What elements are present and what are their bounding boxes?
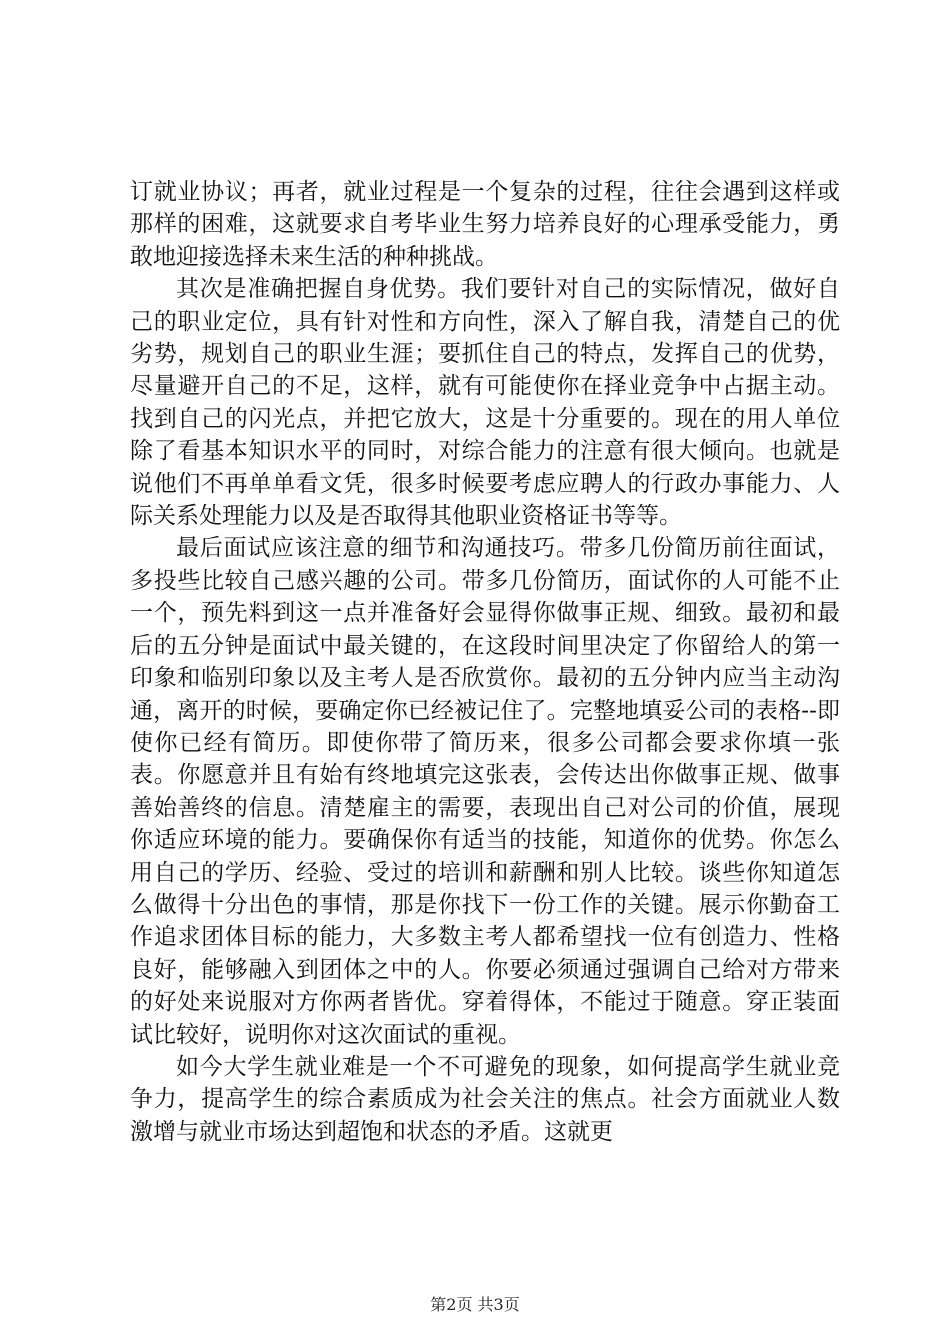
document-body bbox=[130, 176, 840, 1148]
paragraph-4: 如今大学生就业难是一个不可避免的现象，如何提高学生就业竞争力，提高学生的综合素质成为社会关注的焦点。社会方面就业人数激增与就业市场达到超饱和状态的矛盾。这就更 bbox=[130, 1053, 840, 1145]
paragraph-3: 最后面试应该注意的细节和沟通技巧。带多几份简历前往面试，多投些比较自己感兴趣的公司。带多几份简历，面试你的人可能不止一个，预先料到这一点并准备好会显得你做事正规、细致。最初和最后的五分钟是面试中最关键的，在这段时间里决定了你留给人的第一印象和临别印象以及主考人是否欣赏你。最初的五分钟内应当主动沟通，离开的时候，要确定你已经被记住了。完整地填妥公司的表格--即使你已经有简历。即使你带了简历来，很多公司都会要求你填一张表。你愿意并且有始有终地填完这张表，会传达出你做事正规、做事善始善终的信息。清楚雇主的需要，表现出自己对公司的价值，展现你适应环境的能力。要确保你有适当的技能，知道你的优势。你怎么用自己的学历、经验、受过的培训和薪酬和别人比较。谈些你知道怎么做得十分出色的事情，那是你找下一份工作的关键。展示你勤奋工作追求团体目标的能力，大多数主考人都希望找一位有创造力、性格良好，能够融入到团体之中的人。你要必须通过强调自己给对方带来的好处来说服对方你两者皆优。穿着得体，不能过于随意。穿正装面试比较好，说明你对这次面试的重视。 bbox=[130, 535, 840, 1048]
paragraph-2: 其次是准确把握自身优势。我们要针对自己的实际情况，做好自己的职业定位，具有针对性和方向性，深入了解自我，清楚自己的优劣势，规划自己的职业生涯；要抓住自己的特点，发挥自己的优势，尽量避开自己的不足，这样，就有可能使你在择业竞争中占据主动。找到自己的闪光点，并把它放大，这是十分重要的。现在的用人单位除了看基本知识水平的同时，对综合能力的注意有很大倾向。也就是说他们不再单单看文凭，很多时候要考虑应聘人的行政办事能力、人际关系处理能力以及是否取得其他职业资格证书等等。 bbox=[130, 276, 840, 530]
paragraph-1: 订就业协议；再者，就业过程是一个复杂的过程，往往会遇到这样或那样的困难，这就要求自考毕业生努力培养良好的心理承受能力，勇敢地迎接选择未来生活的种种挑战。 bbox=[130, 179, 840, 270]
page-footer: 第2页 共3页 bbox=[430, 1295, 520, 1314]
